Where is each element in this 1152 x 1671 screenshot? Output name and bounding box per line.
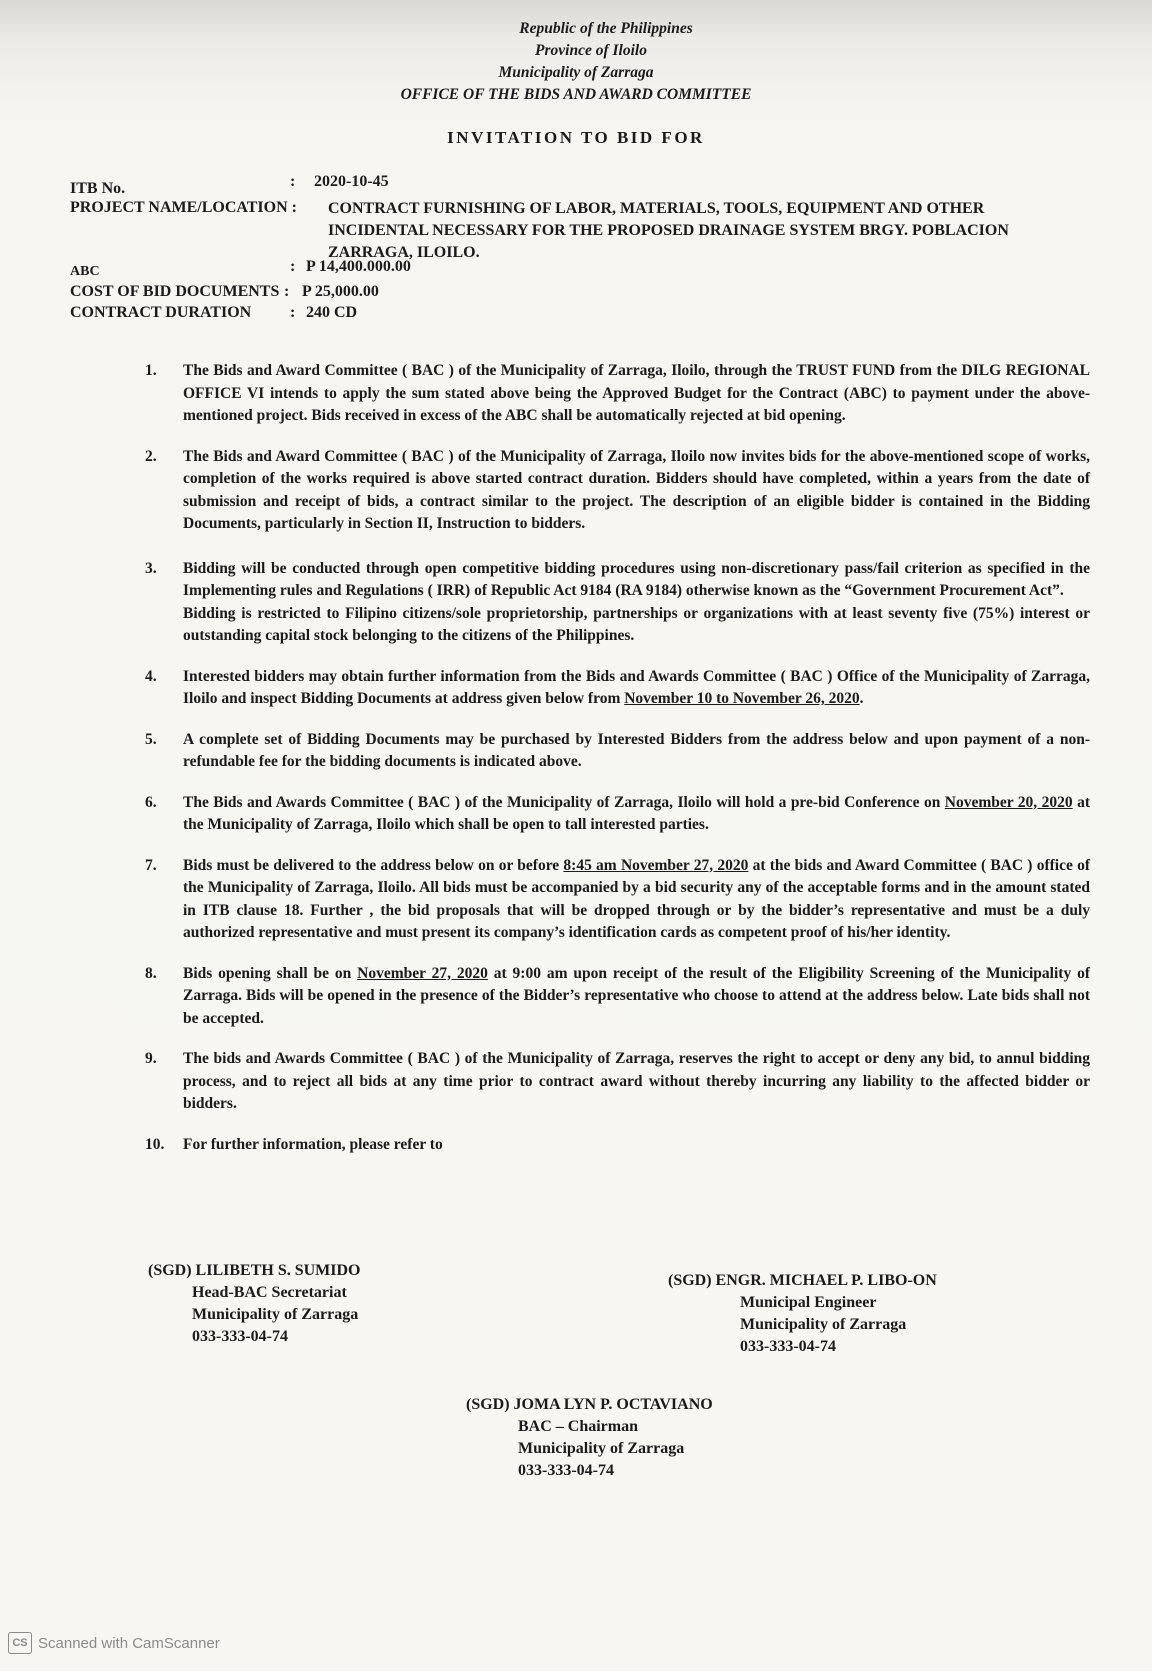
cost-value: P 25,000.00 [302, 283, 379, 300]
clause-number: 2. [145, 447, 157, 465]
clause-number: 4. [145, 667, 157, 685]
letterhead-country: Republic of the Philippines [519, 20, 693, 37]
colon: : [290, 304, 296, 321]
clause-number: 7. [145, 856, 157, 874]
clause-text-end: at 9:00 am upon receipt of the result of the Eligibility Screening of the Municipality of Zarraga. Bids will be opened in the presence of the Bidder’s representative who choose to attend at the address below. Late bids shall not be accepted. [183, 964, 1090, 1027]
letterhead-province: Province of Iloilo [535, 42, 647, 59]
project-value: CONTRACT FURNISHING OF LABOR, MATERIALS, TOOLS, EQUIPMENT AND OTHER INCIDENTAL NECESSARY FOR THE PROPOSED DRAINAGE SYSTEM BRGY. POBLACION ZARRAGA, ILOILO. [328, 200, 1009, 261]
clause-number: 1. [145, 362, 157, 379]
document-period: November 10 to November 26, 2020 [624, 690, 860, 707]
signatory-name: (SGD) ENGR. MICHAEL P. LIBO-ON [668, 1272, 937, 1289]
clause-item [145, 792, 1090, 837]
clause-text: The Bids and Award Committee ( BAC ) of the Municipality of Zarraga, Iloilo now invites bids for the above-mentioned scope of works, completion of the works required is above started contract duration. Bidders should have completed, within a years from the date of submission and receipt of bids, a contract similar to the project. The description of an eligible bidder is contained in the Bidding Documents, particularly in Section II, Instruction to bidders. [183, 447, 1090, 532]
clause-text: Bidding will be conducted through open competitive bidding procedures using non-discretionary pass/fail criterion as specified in the Implementing rules and Regulations ( IRR) of Republic Act 9184 (RA 9184) otherwise known as the “Government Procurement Act”. [183, 559, 1090, 599]
clause-item [145, 963, 1090, 1031]
camscanner-logo-icon: CS [8, 1632, 32, 1654]
clause-text: The Bids and Award Committee ( BAC ) of the Municipality of Zarraga, Iloilo, through the TRUST FUND from the DILG REGIONAL OFFICE VI intends to apply the sum stated above being the Approved Budget for the Contract (ABC) to payment under the above-mentioned project. Bids received in excess of the ABC shall be automatically rejected at bid opening. [183, 362, 1090, 424]
signatory-title: BAC – Chairman [518, 1418, 639, 1435]
clause-item [145, 446, 1090, 536]
document-title: INVITATION TO BID FOR [447, 128, 705, 147]
signatory-phone: 033-333-04-74 [740, 1338, 836, 1355]
signatory-phone: 033-333-04-74 [518, 1462, 614, 1479]
clause-text: Bids opening shall be on [183, 964, 358, 982]
signatory-phone: 033-333-04-74 [192, 1328, 288, 1345]
clause-number: 3. [145, 559, 157, 577]
duration-label: CONTRACT DURATION [70, 304, 252, 321]
clause-number: 5. [145, 730, 157, 748]
signatory-title: Municipal Engineer [740, 1294, 877, 1311]
clause-item [145, 729, 1090, 774]
invitation-clauses [145, 360, 1090, 1156]
abc-label: ABC [70, 264, 100, 279]
clause-text: A complete set of Bidding Documents may be purchased by Interested Bidders from the address below and upon payment of a non-refundable fee for the bidding documents is indicated above. [183, 730, 1090, 770]
cost-label: COST OF BID DOCUMENTS [70, 283, 280, 300]
signatory-office: Municipality of Zarraga [192, 1306, 359, 1323]
signatory-municipal-engineer [668, 1270, 937, 1358]
colon: : [284, 283, 290, 300]
clause-text: The bids and Awards Committee ( BAC ) of the Municipality of Zarraga, reserves the right to accept or deny any bid, to annul bidding process, and to reject all bids at any time prior to contract award without thereby incurring any liability to the affected bidder or bidders. [183, 1050, 1090, 1112]
clause-text-end: at the bids and Award Committee ( BAC ) office of the Municipality of Zarraga, Iloilo. All bids must be accompanied by a bid security any of the acceptable forms and in the amount stated in ITB clause 18. Further , the bid proposals that will be dropped through or by the bidder’s representative and must be a duly authorized representative and must present its company’s identification cards as competent proof of his/her identity. [183, 856, 1090, 941]
clause-item [145, 666, 1090, 711]
signatory-title: Head-BAC Secretariat [192, 1284, 347, 1301]
clause-number: 9. [145, 1050, 157, 1067]
clause-text: Interested bidders may obtain further information from the Bids and Awards Committee ( BAC ) Office of the Municipality of Zarraga, Iloilo and inspect Bidding Documents at address given below from [183, 667, 1090, 707]
pre-bid-date: November 20, 2020 [944, 793, 1073, 811]
itb-value: 2020-10-45 [314, 173, 389, 190]
clause-number: 6. [145, 793, 157, 811]
clause-item [145, 360, 1090, 428]
clause-number: 10. [145, 1135, 165, 1153]
clause-item [145, 558, 1090, 648]
bid-deadline: 8:45 am November 27, 2020 [563, 856, 749, 874]
clause-item [145, 1134, 1090, 1157]
itb-label: ITB No. [70, 180, 126, 197]
signatory-name: (SGD) LILIBETH S. SUMIDO [148, 1262, 361, 1279]
clause-number: 8. [145, 964, 157, 982]
letterhead [0, 18, 1152, 106]
letterhead-municipality: Municipality of Zarraga [498, 64, 654, 81]
duration-value: 240 CD [306, 304, 358, 321]
project-label: PROJECT NAME/LOCATION : [70, 199, 297, 216]
signatory-bac-secretariat [148, 1260, 361, 1348]
signatory-name: (SGD) JOMA LYN P. OCTAVIANO [466, 1396, 713, 1413]
colon: : [290, 173, 296, 190]
clause-text-end: . [859, 690, 864, 707]
clause-text: For further information, please refer to [183, 1135, 443, 1153]
clause-text: The Bids and Awards Committee ( BAC ) of the Municipality of Zarraga, Iloilo will hold a pre-bid Conference on [183, 793, 945, 811]
signatory-office: Municipality of Zarraga [740, 1316, 907, 1333]
signatory-bac-chairman [466, 1394, 713, 1482]
clause-text: Bids must be delivered to the address below on or before [183, 856, 564, 874]
letterhead-office: OFFICE OF THE BIDS AND AWARD COMMITTEE [400, 86, 752, 103]
clause-item [145, 855, 1090, 945]
colon: : [290, 258, 296, 275]
bid-opening-date: November 27, 2020 [357, 964, 488, 982]
clause-item [145, 1048, 1090, 1116]
watermark-text: Scanned with CamScanner [38, 1634, 220, 1652]
abc-value: P 14,400.000.00 [306, 258, 411, 275]
clause-text-continued: Bidding is restricted to Filipino citizens/sole proprietorship, partnerships or organizations with at least seventy five (75%) interest or outstanding capital stock belonging to the citizens of the Philippines. [183, 604, 1090, 644]
clause-text-end: at the Municipality of Zarraga, Iloilo which shall be open to tall interested parties. [183, 793, 1090, 833]
scanner-watermark [8, 1632, 220, 1654]
signatory-office: Municipality of Zarraga [518, 1440, 685, 1457]
